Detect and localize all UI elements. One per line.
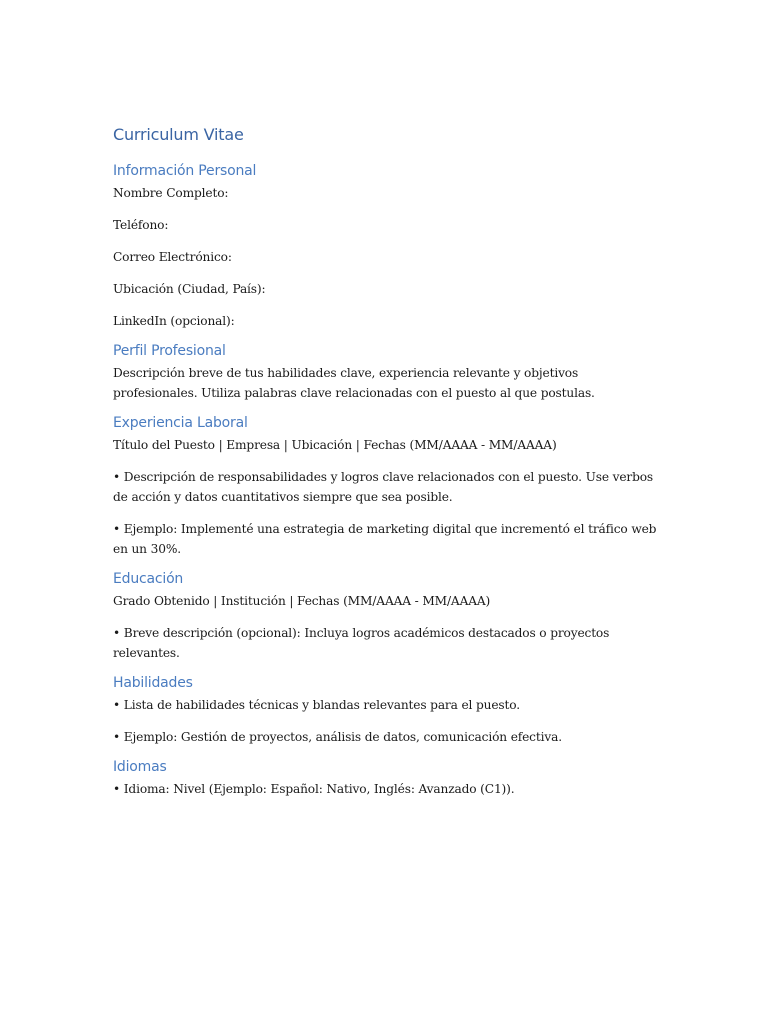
field-full-name: Nombre Completo: — [113, 186, 229, 200]
field-email: Correo Electrónico: — [113, 250, 232, 264]
section-education — [113, 569, 661, 663]
section-heading-skills: Habilidades — [113, 675, 193, 691]
section-heading-personal: Información Personal — [113, 163, 257, 179]
section-skills — [113, 673, 661, 747]
skills-bullet: • Ejemplo: Gestión de proyectos, análisis de datos, comunicación efectiva. — [113, 730, 562, 744]
document-title: Curriculum Vitae — [113, 125, 244, 144]
section-heading-education: Educación — [113, 571, 184, 587]
profile-text: Descripción breve de tus habilidades clave, experiencia relevante y objetivos profesionales. Utiliza palabras clave relacionadas con el puesto al que postulas. — [113, 366, 595, 400]
experience-bullet: • Descripción de responsabilidades y logros clave relacionados con el puesto. Use verbos de acción y datos cuantitativos siempre que sea posible. — [113, 470, 654, 504]
section-heading-languages: Idiomas — [113, 759, 167, 775]
experience-line: Título del Puesto | Empresa | Ubicación | Fechas (MM/AAAA - MM/AAAA) — [113, 438, 557, 452]
education-bullet: • Breve descripción (opcional): Incluya logros académicos destacados o proyectos relevantes. — [113, 626, 610, 660]
experience-bullet: • Ejemplo: Implementé una estrategia de marketing digital que incrementó el tráfico web en un 30%. — [113, 522, 657, 556]
section-heading-experience: Experiencia Laboral — [113, 415, 248, 431]
field-linkedin: LinkedIn (opcional): — [113, 314, 235, 328]
section-languages — [113, 757, 661, 799]
skills-bullet: • Lista de habilidades técnicas y blandas relevantes para el puesto. — [113, 698, 520, 712]
field-location: Ubicación (Ciudad, País): — [113, 282, 266, 296]
education-line: Grado Obtenido | Institución | Fechas (MM/AAAA - MM/AAAA) — [113, 594, 491, 608]
section-experience — [113, 413, 661, 559]
languages-bullet: • Idioma: Nivel (Ejemplo: Español: Nativo, Inglés: Avanzado (C1)). — [113, 782, 515, 796]
section-heading-profile: Perfil Profesional — [113, 343, 226, 359]
document-content — [113, 124, 661, 809]
section-personal-info — [113, 161, 661, 331]
section-profile — [113, 341, 661, 403]
field-phone: Teléfono: — [113, 218, 169, 232]
